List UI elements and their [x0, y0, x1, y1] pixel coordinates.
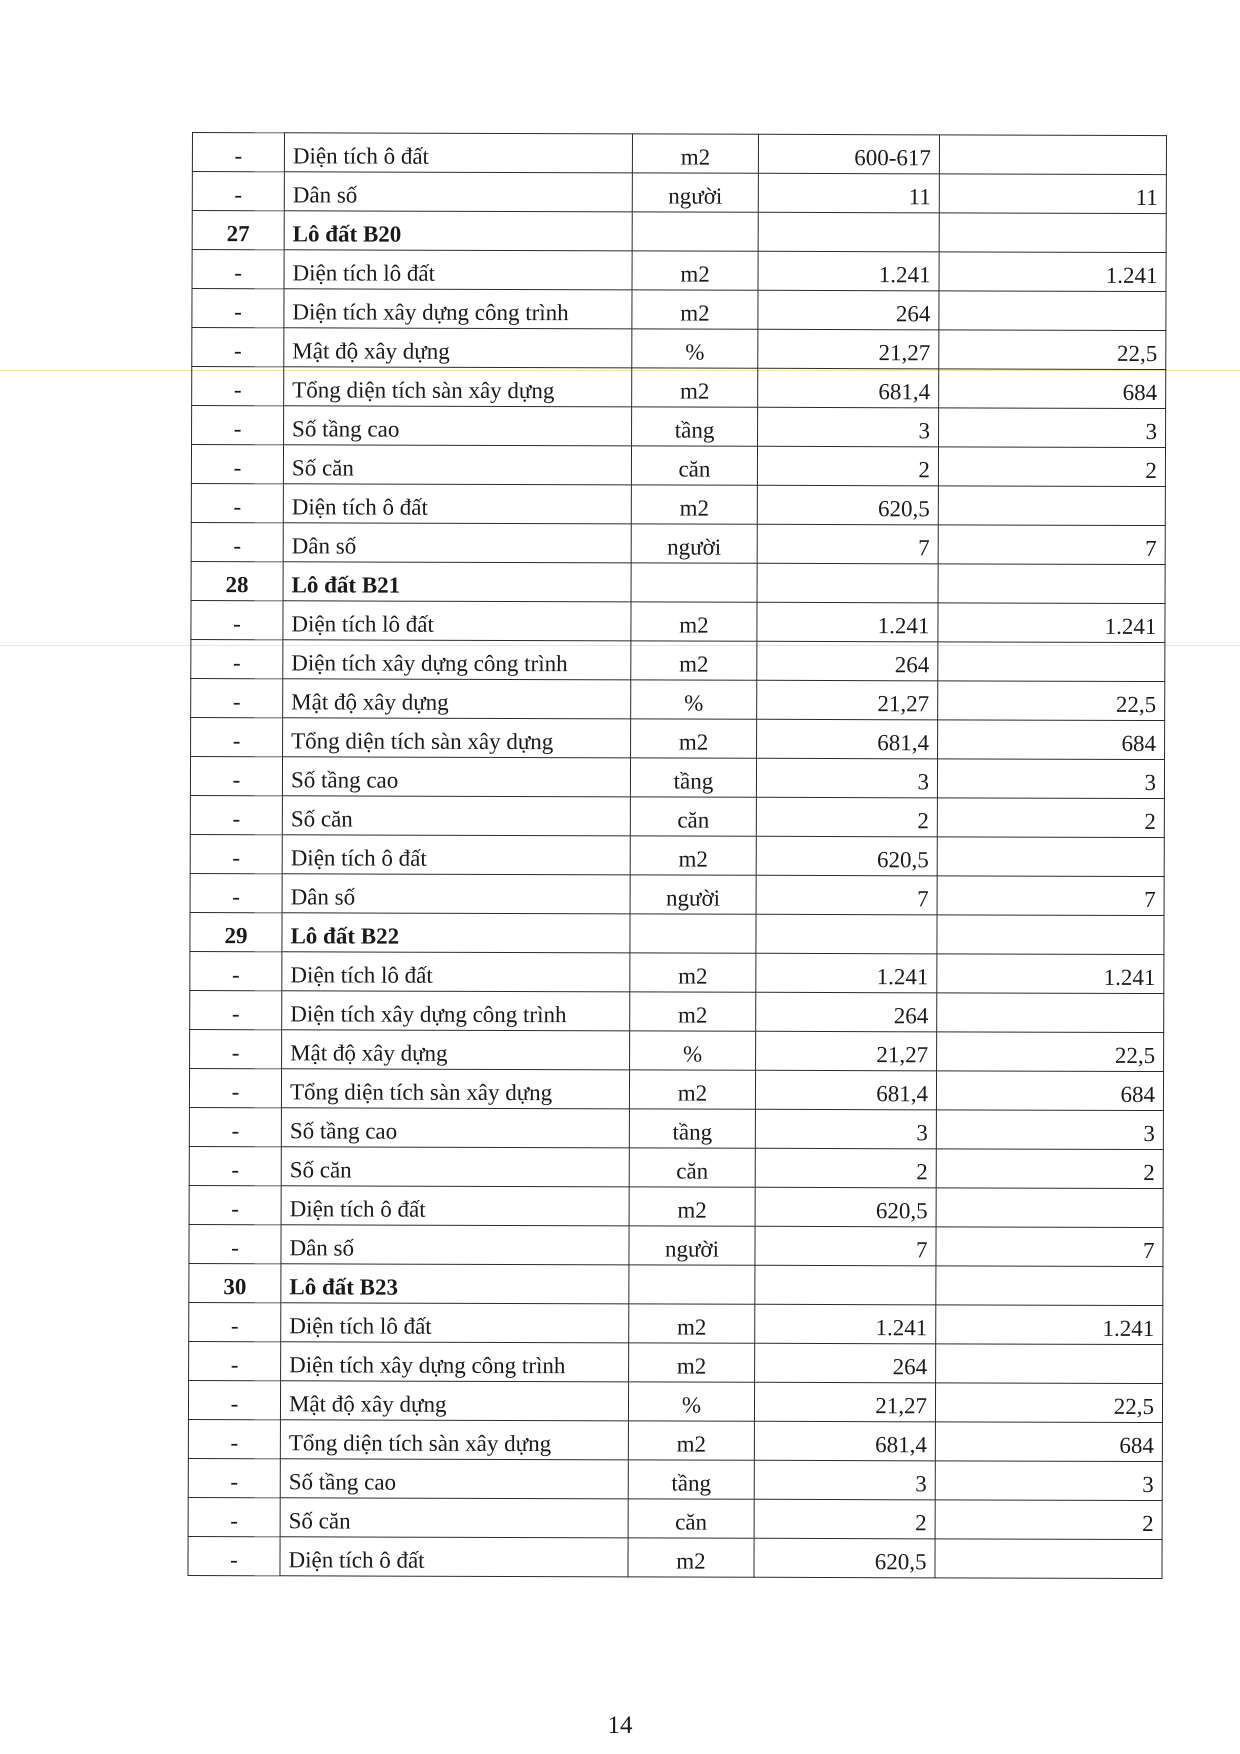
row-label: Lô đất B22 [282, 913, 630, 953]
table-row [191, 600, 1165, 642]
row-value-current: 600-617 [758, 134, 939, 174]
row-value-planned: 3 [939, 408, 1166, 448]
row-value-planned [936, 1266, 1163, 1306]
row-label: Diện tích ô đất [280, 1537, 628, 1577]
row-value-planned: 1.241 [939, 252, 1166, 292]
row-label: Diện tích lô đất [282, 952, 630, 992]
row-value-planned: 3 [935, 1461, 1162, 1501]
land-lot-table-container [187, 132, 1166, 1579]
row-unit: m2 [631, 641, 757, 680]
row-label: Số tầng cao [280, 1459, 628, 1499]
row-value-planned: 7 [938, 525, 1165, 565]
row-unit: % [632, 329, 758, 368]
row-value-planned: 7 [936, 1227, 1163, 1267]
row-value-current: 264 [755, 1343, 936, 1383]
row-value-current: 11 [758, 173, 939, 213]
row-value-current: 21,27 [758, 329, 939, 369]
row-value-planned [938, 564, 1165, 604]
row-unit [632, 212, 758, 251]
row-value-current [758, 212, 939, 252]
row-unit: người [629, 1226, 755, 1265]
row-value-planned [939, 291, 1166, 331]
row-index: - [191, 522, 283, 561]
row-label: Số căn [282, 796, 630, 836]
row-label: Số căn [281, 1147, 629, 1187]
row-label: Diện tích ô đất [282, 835, 630, 875]
row-value-planned: 2 [937, 798, 1164, 838]
row-value-planned: 22,5 [937, 1032, 1164, 1072]
row-value-current: 2 [754, 1499, 935, 1539]
table-row [188, 1536, 1162, 1578]
row-unit: % [630, 1031, 756, 1070]
row-value-current: 681,4 [757, 719, 938, 759]
row-value-current: 681,4 [755, 1070, 936, 1110]
row-value-planned: 22,5 [938, 681, 1165, 721]
table-row [188, 1419, 1162, 1461]
row-label: Tổng diện tích sàn xây dựng [284, 367, 632, 407]
row-label: Mật độ xây dựng [282, 1030, 630, 1070]
table-row [192, 250, 1166, 292]
row-value-current: 620,5 [756, 836, 937, 876]
row-value-planned [936, 1344, 1163, 1384]
row-value-planned: 684 [938, 720, 1165, 760]
row-index: - [189, 1341, 281, 1380]
table-row [191, 678, 1165, 720]
row-label: Dân số [282, 874, 630, 914]
row-index: - [191, 717, 283, 756]
row-index: - [192, 289, 284, 328]
table-row [190, 834, 1164, 876]
table-row [190, 756, 1164, 798]
row-value-current: 1.241 [756, 953, 937, 993]
row-value-planned [935, 1539, 1162, 1579]
row-value-planned [939, 135, 1166, 175]
row-value-current: 620,5 [755, 1187, 936, 1227]
row-unit: m2 [628, 1421, 754, 1460]
row-label: Dân số [284, 172, 632, 212]
table-row [192, 289, 1166, 331]
row-value-current: 2 [756, 797, 937, 837]
table-row [189, 1146, 1163, 1188]
row-value-planned [938, 642, 1165, 682]
row-value-planned [939, 213, 1166, 253]
row-label: Diện tích ô đất [284, 133, 632, 173]
lot-heading-row [190, 912, 1164, 954]
table-row [192, 172, 1166, 214]
row-label: Diện tích xây dựng công trình [282, 991, 630, 1031]
row-index: - [190, 990, 282, 1029]
table-row [192, 133, 1166, 175]
row-value-planned: 684 [935, 1422, 1162, 1462]
table-row [189, 1302, 1163, 1344]
row-label: Dân số [283, 523, 631, 563]
row-index: - [190, 1029, 282, 1068]
row-value-current: 2 [757, 446, 938, 486]
row-value-current: 3 [756, 758, 937, 798]
table-row [190, 795, 1164, 837]
table-row [192, 367, 1166, 409]
row-label: Diện tích xây dựng công trình [284, 289, 632, 329]
row-label: Số căn [280, 1498, 628, 1538]
row-index: - [190, 795, 282, 834]
table-row [190, 1029, 1164, 1071]
row-index: - [192, 367, 284, 406]
table-row [189, 1341, 1163, 1383]
row-label: Dân số [281, 1225, 629, 1265]
row-value-planned: 3 [936, 1110, 1163, 1150]
table-row [189, 1224, 1163, 1266]
row-value-current: 3 [754, 1460, 935, 1500]
row-index: - [189, 1224, 281, 1263]
row-unit: m2 [632, 134, 758, 173]
row-index: - [191, 678, 283, 717]
row-unit: m2 [632, 251, 758, 290]
row-value-planned: 684 [939, 369, 1166, 409]
table-row [191, 445, 1165, 487]
table-row [189, 1068, 1163, 1110]
row-index: - [189, 1185, 281, 1224]
row-index: 30 [189, 1263, 281, 1302]
row-index: - [191, 445, 283, 484]
lot-heading-row [192, 211, 1166, 253]
table-row [192, 406, 1166, 448]
row-unit: % [628, 1382, 754, 1421]
row-unit [631, 563, 757, 602]
row-value-planned: 3 [937, 759, 1164, 799]
row-label: Diện tích xây dựng công trình [283, 640, 631, 680]
table-row [190, 951, 1164, 993]
row-value-current: 1.241 [757, 602, 938, 642]
row-unit: m2 [630, 953, 756, 992]
row-index: - [190, 834, 282, 873]
row-unit: tầng [628, 1460, 754, 1499]
row-unit: người [630, 875, 756, 914]
row-index: - [191, 600, 283, 639]
land-lot-table-body [188, 133, 1167, 1579]
row-value-planned: 22,5 [939, 330, 1166, 370]
table-row [192, 328, 1166, 370]
row-value-planned [938, 486, 1165, 526]
row-index: - [192, 328, 284, 367]
row-index: - [190, 873, 282, 912]
row-index: - [188, 1536, 280, 1575]
row-value-planned [937, 993, 1164, 1033]
row-unit: căn [629, 1148, 755, 1187]
row-label: Diện tích lô đất [283, 601, 631, 641]
row-index: - [189, 1107, 281, 1146]
row-label: Diện tích ô đất [281, 1186, 629, 1226]
row-value-planned [937, 837, 1164, 877]
row-value-current: 620,5 [754, 1538, 935, 1578]
row-label: Số tầng cao [281, 1108, 629, 1148]
row-label: Số tầng cao [284, 406, 632, 446]
row-label: Mật độ xây dựng [283, 679, 631, 719]
row-value-planned: 2 [938, 447, 1165, 487]
row-value-current: 620,5 [757, 485, 938, 525]
row-unit: m2 [631, 719, 757, 758]
row-value-planned: 1.241 [938, 603, 1165, 643]
row-unit: tầng [632, 407, 758, 446]
lot-heading-row [189, 1263, 1163, 1305]
row-label: Diện tích lô đất [281, 1303, 629, 1343]
row-value-current: 21,27 [756, 1031, 937, 1071]
row-value-planned: 1.241 [936, 1305, 1163, 1345]
row-unit: m2 [629, 1070, 755, 1109]
row-value-planned [936, 1188, 1163, 1228]
row-label: Mật độ xây dựng [284, 328, 632, 368]
row-unit [630, 914, 756, 953]
row-value-current: 21,27 [754, 1382, 935, 1422]
row-index: - [189, 1302, 281, 1341]
row-unit: m2 [628, 1538, 754, 1577]
page-number: 14 [607, 1712, 633, 1739]
row-label: Lô đất B20 [284, 211, 632, 251]
land-lot-table [187, 132, 1167, 1579]
row-index: - [190, 756, 282, 795]
row-value-current: 264 [757, 641, 938, 681]
row-value-planned [937, 915, 1164, 955]
row-label: Tổng diện tích sàn xây dựng [281, 1069, 629, 1109]
row-value-current [757, 563, 938, 603]
row-index: - [188, 1458, 280, 1497]
row-index: - [188, 1419, 280, 1458]
row-value-current: 7 [756, 875, 937, 915]
row-value-current: 264 [758, 290, 939, 330]
row-value-planned: 2 [936, 1149, 1163, 1189]
row-unit: % [631, 680, 757, 719]
row-unit: tầng [629, 1109, 755, 1148]
row-unit: tầng [630, 758, 756, 797]
row-value-planned: 11 [939, 174, 1166, 214]
row-unit: người [632, 173, 758, 212]
row-value-current: 2 [755, 1148, 936, 1188]
row-unit: m2 [629, 1304, 755, 1343]
table-row [189, 1185, 1163, 1227]
row-unit: m2 [629, 1343, 755, 1382]
row-label: Tổng diện tích sàn xây dựng [283, 718, 631, 758]
row-value-current: 7 [757, 524, 938, 564]
row-index: - [188, 1497, 280, 1536]
row-value-planned: 22,5 [935, 1383, 1162, 1423]
row-unit: người [631, 524, 757, 563]
lot-heading-row [191, 561, 1165, 603]
row-label: Diện tích xây dựng công trình [281, 1342, 629, 1382]
row-index: - [192, 250, 284, 289]
row-unit: căn [628, 1499, 754, 1538]
table-row [191, 522, 1165, 564]
row-value-current: 3 [758, 407, 939, 447]
row-value-planned: 684 [936, 1071, 1163, 1111]
row-label: Mật độ xây dựng [280, 1381, 628, 1421]
row-unit: căn [631, 446, 757, 485]
row-label: Lô đất B21 [283, 562, 631, 602]
row-value-current: 3 [755, 1109, 936, 1149]
row-unit: m2 [632, 290, 758, 329]
row-value-current: 681,4 [758, 368, 939, 408]
row-unit: m2 [631, 485, 757, 524]
row-value-current: 1.241 [755, 1304, 936, 1344]
row-value-current: 21,27 [757, 680, 938, 720]
row-index: 28 [191, 561, 283, 600]
row-index: - [192, 406, 284, 445]
table-row [188, 1380, 1162, 1422]
table-row [190, 990, 1164, 1032]
row-unit: m2 [632, 368, 758, 407]
row-index: - [189, 1068, 281, 1107]
row-unit [629, 1265, 755, 1304]
row-unit: căn [630, 797, 756, 836]
table-row [190, 873, 1164, 915]
table-row [191, 717, 1165, 759]
row-index: - [192, 172, 284, 211]
row-value-planned: 2 [935, 1500, 1162, 1540]
row-value-current: 1.241 [758, 251, 939, 291]
row-value-current: 681,4 [754, 1421, 935, 1461]
row-index: - [188, 1380, 280, 1419]
row-index: - [191, 483, 283, 522]
row-label: Lô đất B23 [281, 1264, 629, 1304]
row-unit: m2 [631, 602, 757, 641]
table-row [188, 1497, 1162, 1539]
table-row [188, 1458, 1162, 1500]
row-label: Số căn [283, 445, 631, 485]
row-value-current: 264 [756, 992, 937, 1032]
row-index: - [190, 951, 282, 990]
row-unit: m2 [630, 836, 756, 875]
table-row [189, 1107, 1163, 1149]
row-index: 29 [190, 912, 282, 951]
table-row [191, 483, 1165, 525]
row-value-planned: 7 [937, 876, 1164, 916]
row-label: Diện tích ô đất [283, 484, 631, 524]
row-value-current [756, 914, 937, 954]
row-index: - [191, 639, 283, 678]
row-unit: m2 [630, 992, 756, 1031]
row-label: Diện tích lô đất [284, 250, 632, 290]
row-unit: m2 [629, 1187, 755, 1226]
row-label: Tổng diện tích sàn xây dựng [280, 1420, 628, 1460]
row-value-current: 7 [755, 1226, 936, 1266]
row-label: Số tầng cao [282, 757, 630, 797]
row-index: 27 [192, 211, 284, 250]
row-value-current [755, 1265, 936, 1305]
table-row [191, 639, 1165, 681]
row-index: - [192, 133, 284, 172]
row-value-planned: 1.241 [937, 954, 1164, 994]
row-index: - [189, 1146, 281, 1185]
